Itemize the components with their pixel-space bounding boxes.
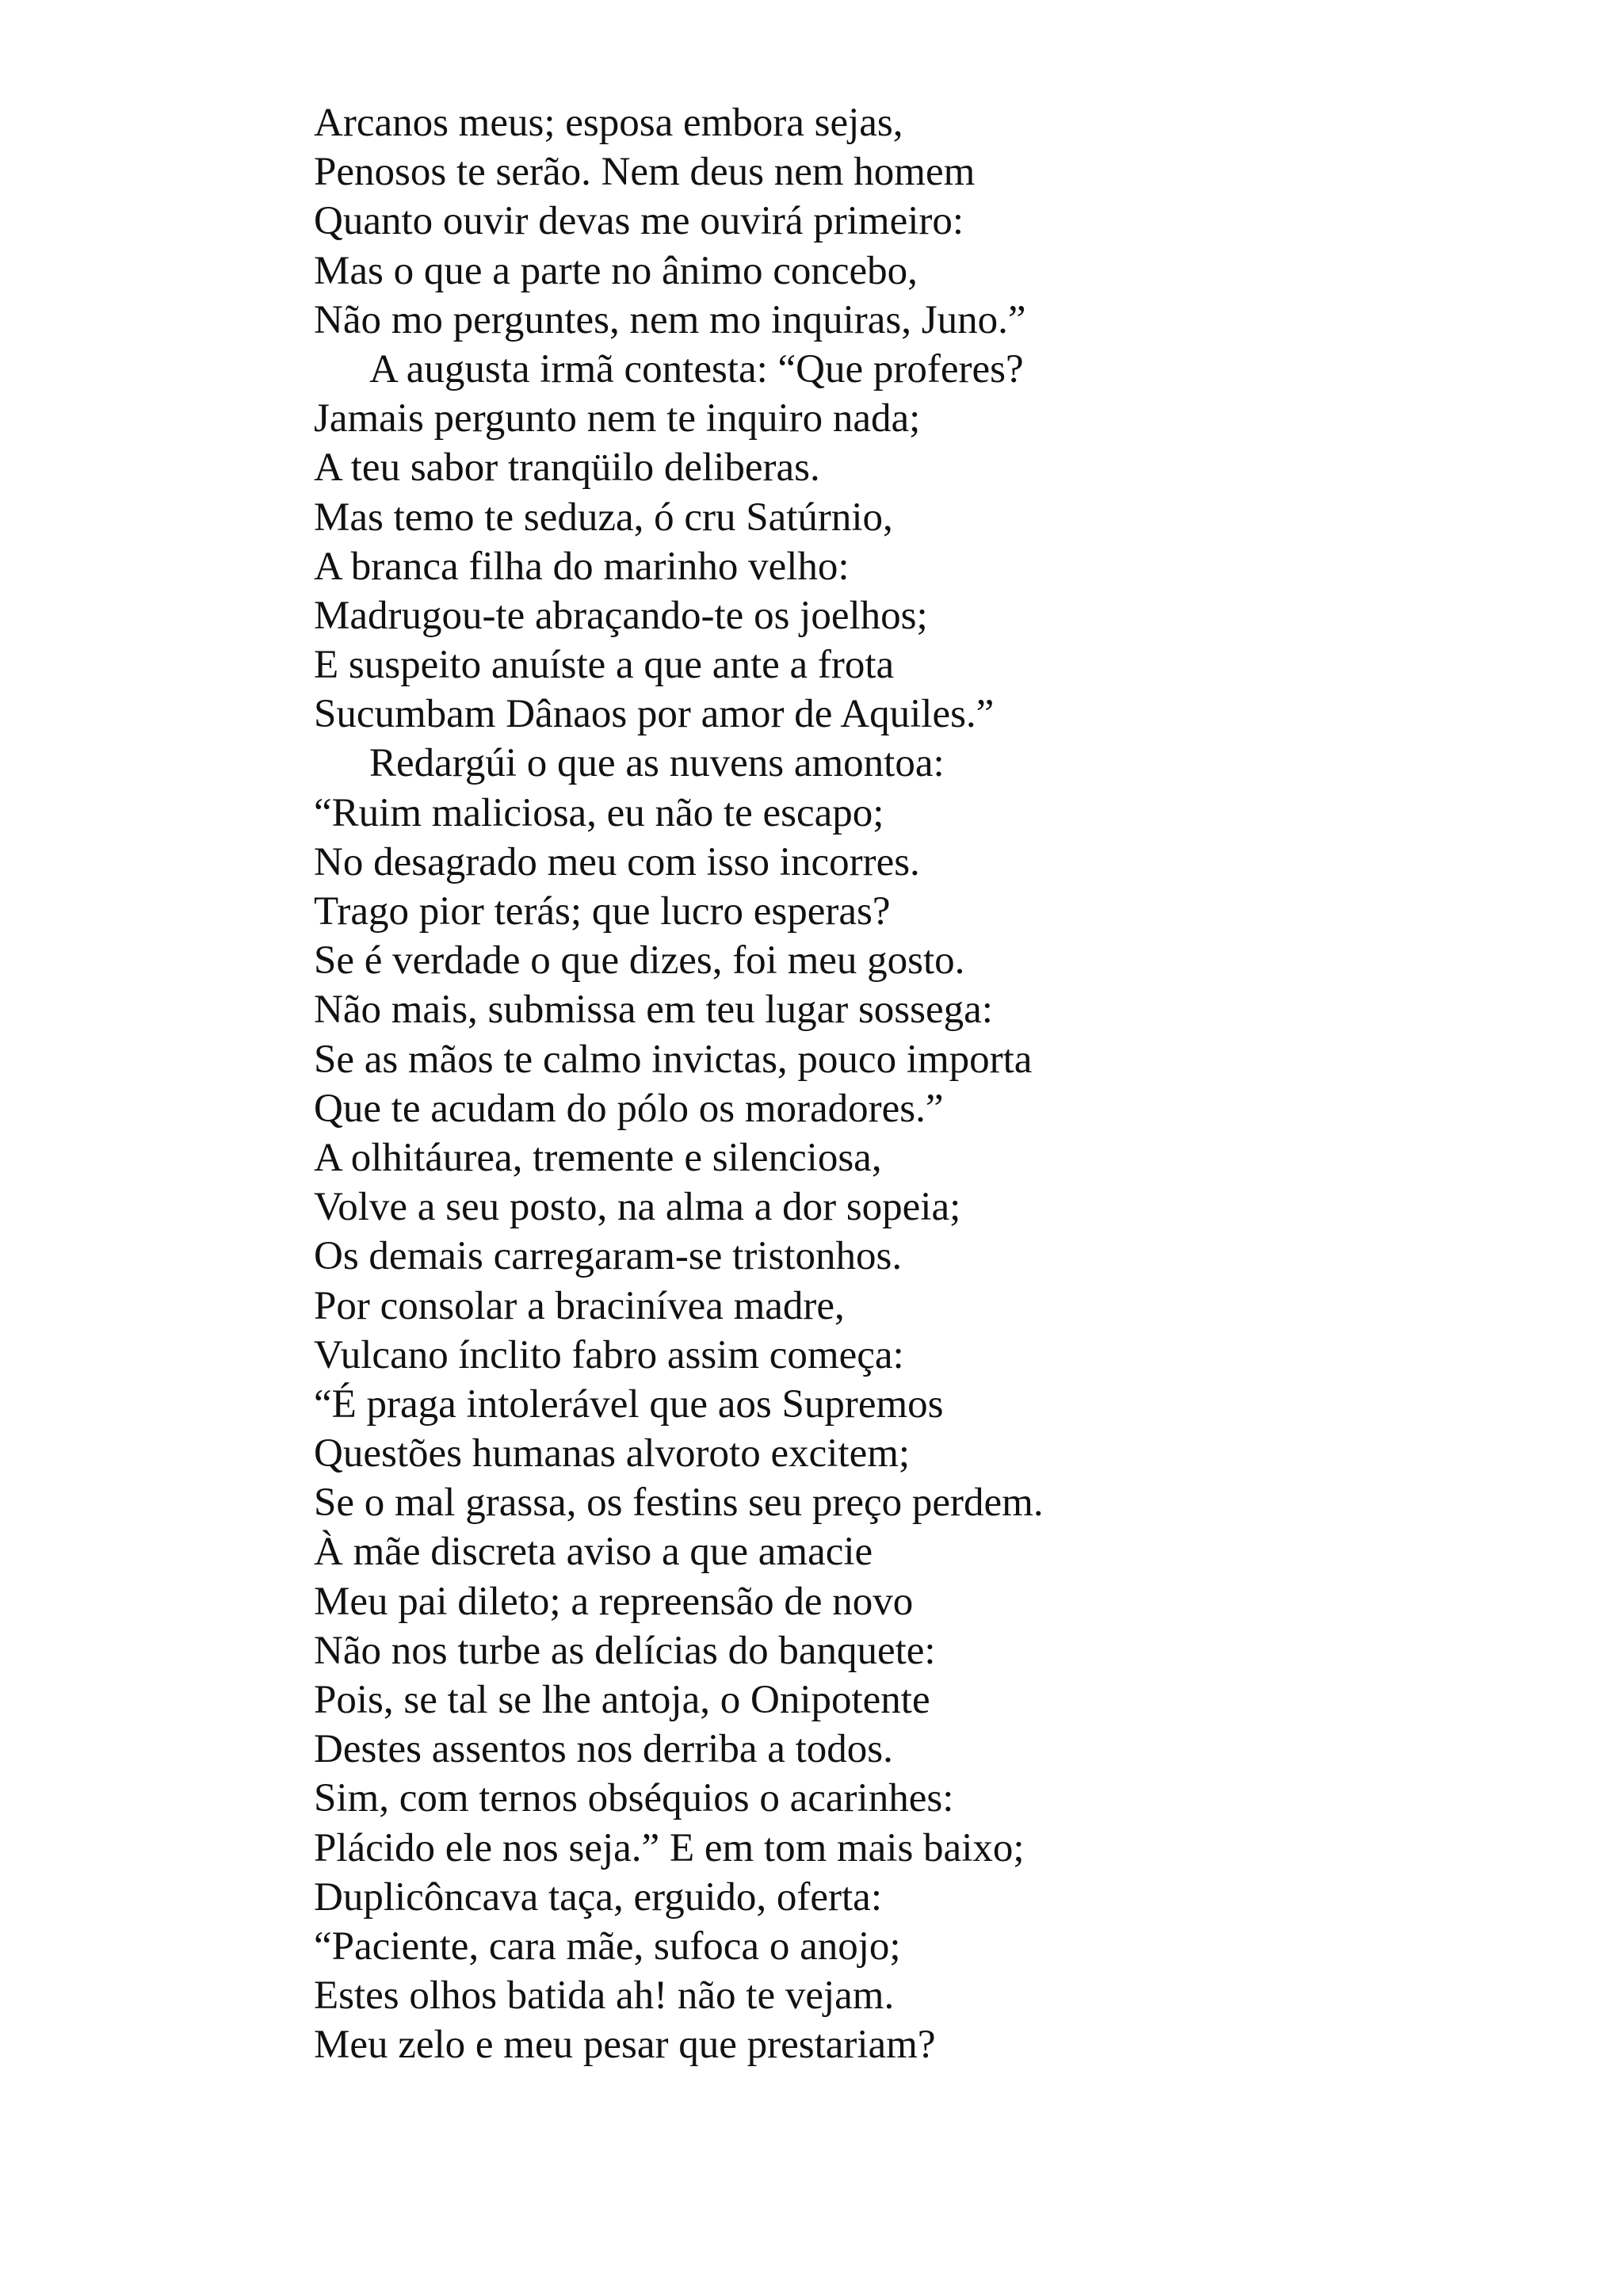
verse-line: Meu zelo e meu pesar que prestariam? [314, 2023, 936, 2068]
verse-line: E suspeito anuíste a que ante a frota [314, 643, 895, 688]
verse-line: Vulcano ínclito fabro assim começa: [314, 1332, 904, 1377]
verse-line: À mãe discreta aviso a que amacie [314, 1530, 873, 1575]
verse-line: Madrugou-te abraçando-te os joelhos; [314, 593, 928, 638]
verse-line: No desagrado meu com isso incorres. [314, 839, 920, 884]
verse-line: Destes assentos nos derriba a todos. [314, 1727, 893, 1772]
verse-line: Meu pai dileto; a repreensão de novo [314, 1579, 914, 1624]
verse-line: Plácido ele nos seja.” E em tom mais baixo; [314, 1825, 1025, 1870]
verse-line: “É praga intolerável que aos Supremos [314, 1381, 944, 1427]
verse-line: Mas o que a parte no ânimo concebo, [314, 248, 918, 293]
verse-line: Penosos te serão. Nem deus nem homem [314, 150, 976, 195]
verse-line: Duplicôncava taça, erguido, oferta: [314, 1874, 882, 1920]
verse-line: Sucumbam Dânaos por amor de Aquiles.” [314, 692, 995, 737]
verse-line: Estes olhos batida ah! não te vejam. [314, 1973, 895, 2019]
verse-line: Não mo perguntes, nem mo inquiras, Juno.” [314, 297, 1026, 342]
verse-line: Mas temo te seduza, ó cru Satúrnio, [314, 495, 893, 540]
verse-line: Volve a seu posto, na alma a dor sopeia; [314, 1185, 961, 1230]
verse-line: Que te acudam do pólo os moradores.” [314, 1086, 944, 1131]
verse-line: A augusta irmã contesta: “Que proferes? [369, 346, 1024, 392]
verse-line: A teu sabor tranqüilo deliberas. [314, 445, 820, 491]
verse-line: A olhitáurea, tremente e silenciosa, [314, 1135, 882, 1180]
verse-line: Não mais, submissa em teu lugar sossega: [314, 988, 993, 1033]
verse-line: Trago pior terás; que lucro esperas? [314, 889, 891, 934]
verse-line: Arcanos meus; esposa embora sejas, [314, 101, 903, 145]
verse-line: Redargúi o que as nuvens amontoa: [369, 741, 945, 786]
verse-line: Se o mal grassa, os festins seu preço perdem. [314, 1480, 1044, 1526]
verse-line: Não nos turbe as delícias do banquete: [314, 1628, 936, 1673]
verse-line: “Paciente, cara mãe, sufoca o anojo; [314, 1924, 901, 1969]
verse-line: Por consolar a bracinívea madre, [314, 1283, 845, 1328]
verse-line: Os demais carregaram-se tristonhos. [314, 1234, 903, 1279]
verse-line: Questões humanas alvoroto excitem; [314, 1431, 911, 1477]
verse-line: Se as mãos te calmo invictas, pouco importa [314, 1037, 1033, 1082]
verse-line: Quanto ouvir devas me ouvirá primeiro: [314, 199, 964, 244]
verse-line: A branca filha do marinho velho: [314, 544, 850, 589]
verse-line: Se é verdade o que dizes, foi meu gosto. [314, 938, 965, 984]
verse-line: Jamais pergunto nem te inquiro nada; [314, 396, 921, 441]
verse-line: Sim, com ternos obséquios o acarinhes: [314, 1776, 954, 1821]
verse-line: Pois, se tal se lhe antoja, o Onipotente [314, 1678, 930, 1722]
poem-text-block [314, 98, 1503, 2070]
verse-line: “Ruim maliciosa, eu não te escapo; [314, 790, 884, 835]
